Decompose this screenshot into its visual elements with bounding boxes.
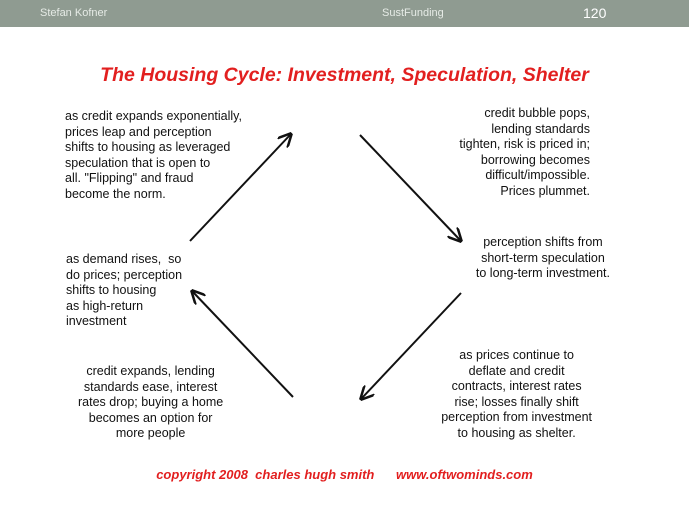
diagram-title: The Housing Cycle: Investment, Speculation, Shelter (100, 64, 589, 86)
copyright-footer: copyright 2008 charles hugh smith www.oftwominds.com (156, 467, 533, 482)
stage-housing-as-shelter: as prices continue to deflate and credit contracts, interest rates rise; losses finally shift perception from investment to housing as shelter. (441, 348, 592, 440)
arrow-up-right (190, 135, 290, 241)
stage-bubble-pops: credit bubble pops, lending standards tighten, risk is priced in; borrowing becomes difficult/impossible. Prices plummet. (459, 106, 590, 198)
arrow-down-right-top (360, 135, 460, 240)
arrow-up-left (193, 292, 293, 397)
stage-credit-expands: credit expands, lending standards ease, interest rates drop; buying a home becomes an option for more people (78, 364, 224, 441)
header-project: SustFunding (382, 7, 444, 19)
header-author: Stefan Kofner (40, 7, 108, 19)
stage-demand-rises: as demand rises, so do prices; perception shifts to housing as high-return investment (66, 252, 183, 329)
stage-speculation-boom: as credit expands exponentially, prices leap and perception shifts to housing as leveraged speculation that is open to all. "Flipping" and fraud become the norm. (65, 109, 242, 201)
stage-long-term-investment: perception shifts from short-term speculation to long-term investment. (475, 235, 610, 281)
page-number: 120 (583, 5, 607, 21)
arrow-down-left (362, 293, 461, 398)
